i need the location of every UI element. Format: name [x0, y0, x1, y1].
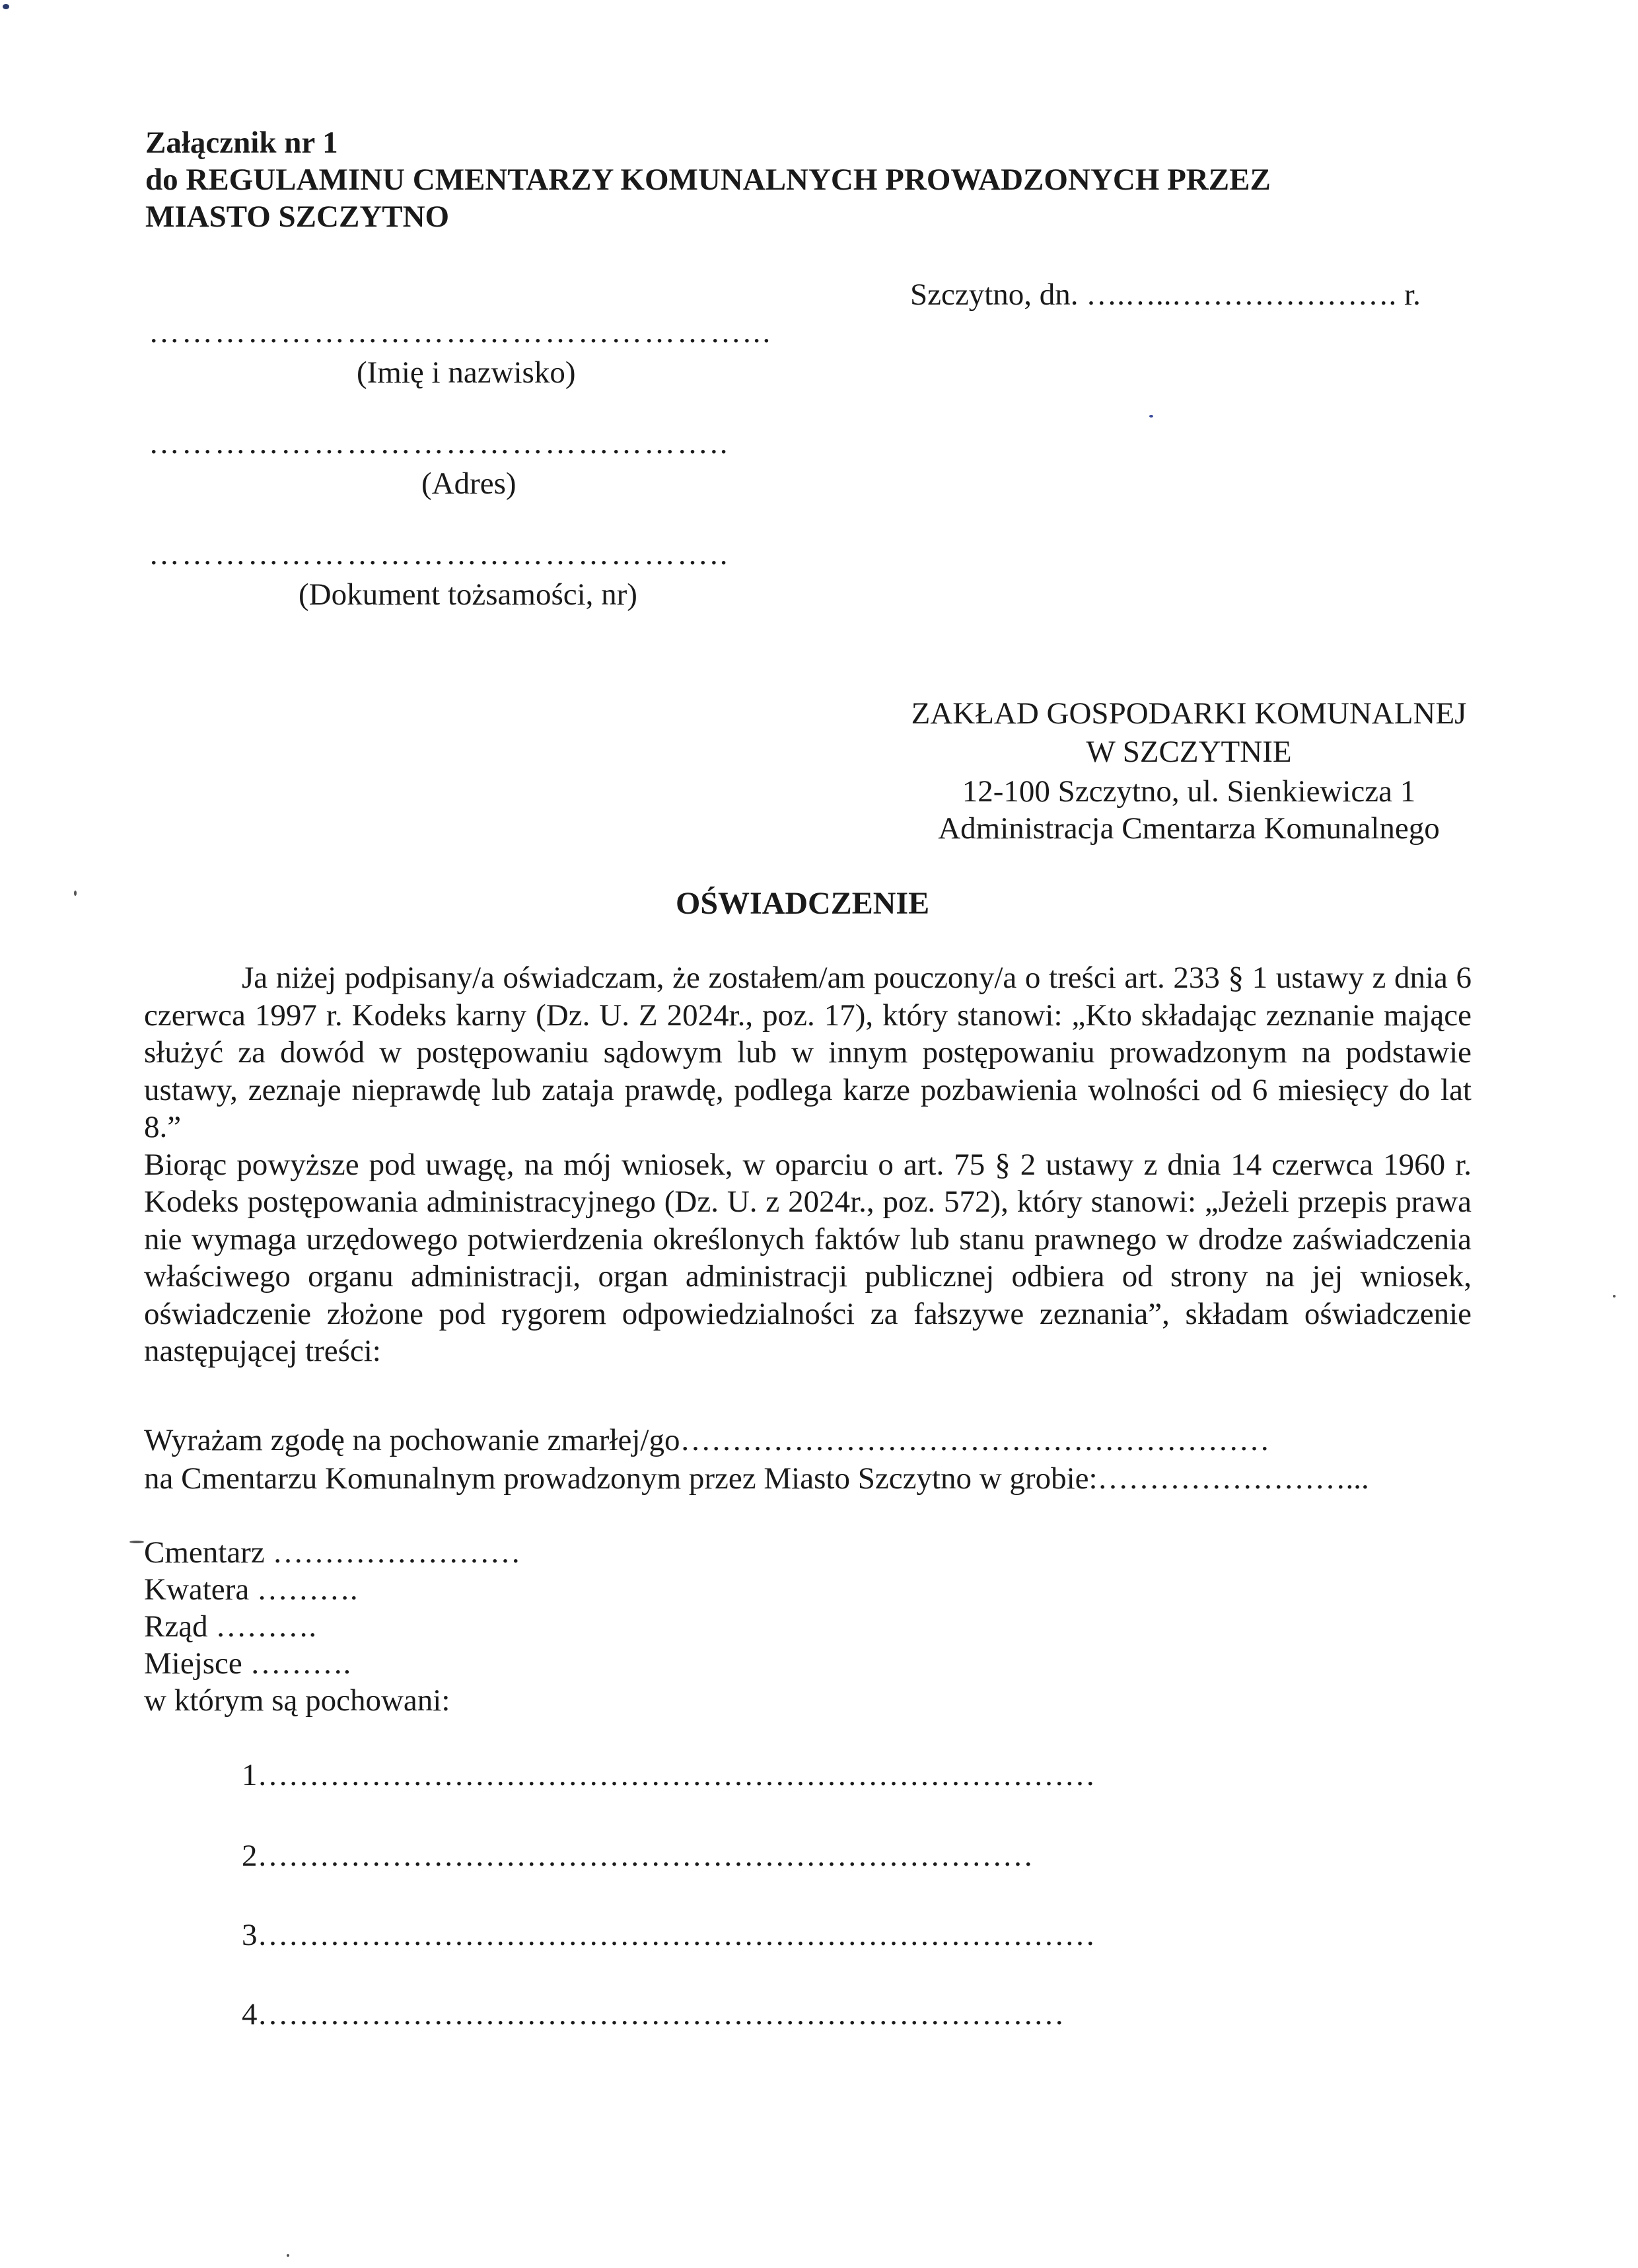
scan-speck	[287, 2254, 289, 2257]
buried-person-4: 4……………………………………………………………………	[242, 1997, 1065, 2031]
document-title: OŚWIADCZENIE	[676, 886, 930, 921]
addressee-street: 12-100 Szczytno, ul. Sienkiewicza 1	[962, 774, 1416, 809]
burial-consent-line: Wyrażam zgodę na pochowanie zmarłej/go…………………………………………………	[144, 1423, 1270, 1457]
statement-body	[144, 959, 1472, 1370]
scan-speck	[74, 891, 77, 896]
buried-person-1: 1………………………………………………………………………	[242, 1758, 1096, 1792]
cemetery-field: Cmentarz ……………………	[144, 1535, 521, 1570]
id-document-fill-line: ……………………………………………..	[149, 537, 730, 571]
date-line: Szczytno, dn. ….…..…………………. r.	[910, 277, 1421, 312]
regulation-title-cont: MIASTO SZCZYTNO	[145, 200, 450, 234]
id-document-label: (Dokument tożsamości, nr)	[299, 577, 637, 612]
name-fill-line: ………………………………………………...	[149, 315, 773, 349]
scan-speck	[129, 1541, 144, 1543]
addressee-department: Administracja Cmentarza Komunalnego	[938, 811, 1440, 846]
scan-speck	[1149, 415, 1153, 418]
buried-person-2: 2…………………………………………………………………	[242, 1839, 1034, 1873]
section-field: Kwatera ……….	[144, 1572, 358, 1607]
name-label: (Imię i nazwisko)	[357, 355, 576, 390]
scan-speck	[1613, 1295, 1616, 1298]
statement-paragraph-2: Biorąc powyższe pod uwagę, na mój wniosek, w oparciu o art. 75 § 2 ustawy z dnia 14 czerwca 1960 r. Kodeks postępowania administracyjnego (Dz. U. z 2024r., poz. 572), który stanowi: „Jeżeli przepis prawa nie wymaga urzędowego potwierdzenia określonych faktów lub stanu prawnego w drodze zaświadczenia właściwego organu administracji, organ administracji publicznej odbiera od strony na jej wniosek, oświadczenie złożone pod rygorem odpowiedzialności za fałszywe zeznania”, składam oświadczenie następującej treści:	[144, 1147, 1472, 1368]
addressee-city: W SZCZYTNIE	[1086, 735, 1292, 769]
regulation-title: do REGULAMINU CMENTARZY KOMUNALNYCH PROWADZONYCH PRZEZ	[145, 163, 1271, 197]
row-field: Rząd ……….	[144, 1609, 317, 1644]
grave-location-line: na Cmentarzu Komunalnym prowadzonym przez Miasto Szczytno w grobie:……………………...	[144, 1461, 1369, 1496]
scan-speck	[3, 4, 9, 9]
spot-field: Miejsce ……….	[144, 1646, 351, 1681]
address-label: (Adres)	[421, 466, 516, 501]
attachment-number: Załącznik nr 1	[145, 126, 338, 160]
addressee-name: ZAKŁAD GOSPODARKI KOMUNALNEJ	[911, 696, 1467, 731]
buried-person-3: 3………………………………………………………………………	[242, 1918, 1096, 1952]
buried-intro: w którym są pochowani:	[144, 1683, 450, 1718]
address-fill-line: ……………………………………………..	[149, 426, 730, 460]
grave-details	[144, 1534, 520, 1719]
statement-paragraph-1: Ja niżej podpisany/a oświadczam, że zostałem/am pouczony/a o treści art. 233 § 1 ustawy z dnia 6 czerwca 1997 r. Kodeks karny (Dz. U. Z 2024r., poz. 17), który stanowi: „Kto składając zeznanie mające służyć za dowód w postępowaniu sądowym lub w innym postępowaniu prowadzonym na podstawie ustawy, zeznaje nieprawdę lub zataja prawdę, podlega karze pozbawienia wolności od 6 miesięcy do lat 8.”	[144, 961, 1472, 1144]
